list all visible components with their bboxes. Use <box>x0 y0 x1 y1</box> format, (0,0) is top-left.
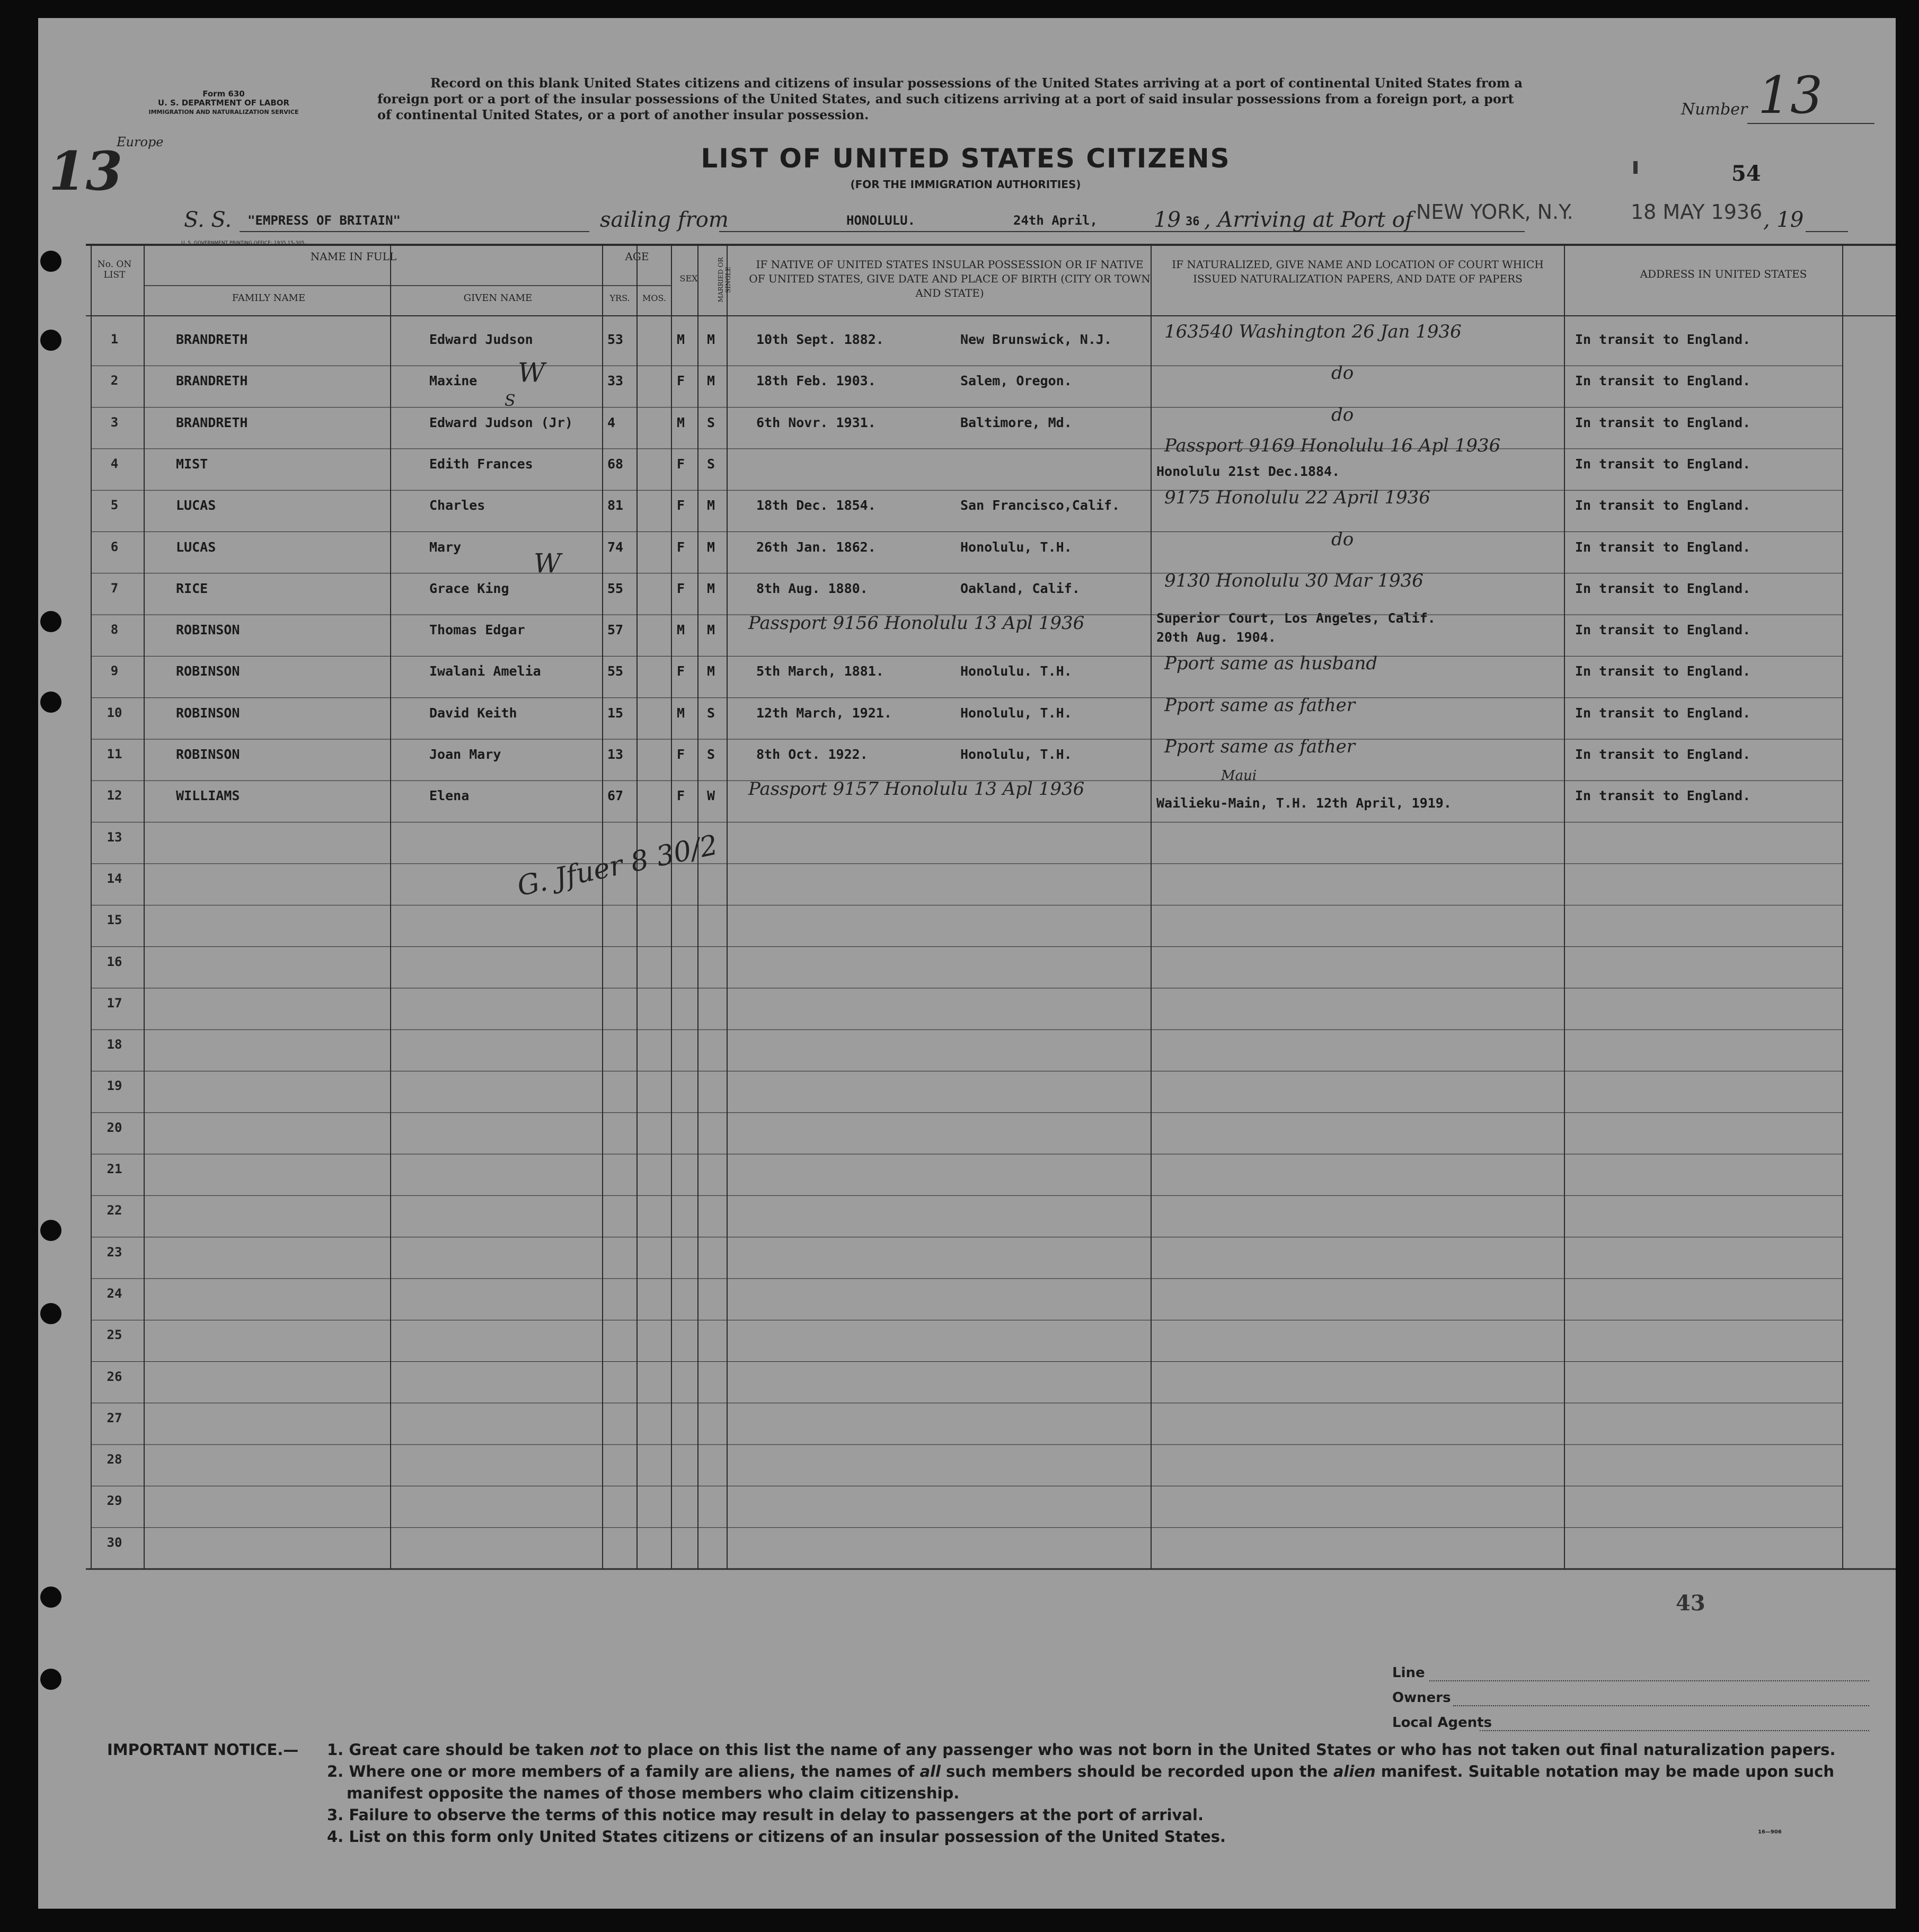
marital-status: M <box>707 498 715 513</box>
birth-place: San Francisco,Calif. <box>960 498 1120 513</box>
birth-place: Honolulu, T.H. <box>960 539 1072 555</box>
col-header-name: NAME IN FULL <box>310 250 397 263</box>
signoff-line <box>1480 1730 1869 1731</box>
margin-mark: 13 <box>49 140 123 202</box>
annotation-s: S <box>505 392 516 410</box>
address: In transit to England. <box>1575 788 1751 804</box>
marital-status: M <box>707 539 715 555</box>
row-number: 18 <box>107 1037 122 1052</box>
sex: F <box>677 539 685 555</box>
family-name: BRANDRETH <box>176 373 248 389</box>
row-number: 12 <box>107 788 122 803</box>
row-number: 8 <box>110 622 119 637</box>
row-number: 6 <box>110 539 119 554</box>
row-number: 4 <box>110 456 119 471</box>
sex: M <box>677 622 685 638</box>
ss-label: S. S. <box>184 208 232 232</box>
sex: F <box>677 456 685 472</box>
family-name: LUCAS <box>176 498 216 513</box>
naturalization-handwritten: Pport same as father <box>1164 694 1356 716</box>
notice-item-4: 4. List on this form only United States citizens or citizens of an insular possession of the United States. <box>327 1828 1226 1846</box>
department: U. S. DEPARTMENT OF LABOR <box>157 98 290 108</box>
address: In transit to England. <box>1575 539 1751 555</box>
age-years: 55 <box>607 663 624 679</box>
instruction-line: foreign port or a port of the insular possessions of the United States, and such citizens arriving at a port of said insular possessions from a foreign port, a port <box>377 91 1514 107</box>
birth-date: 6th Novr. 1931. <box>756 414 876 430</box>
col-header-sex: SEX <box>679 273 698 283</box>
sex: M <box>677 705 685 721</box>
given-name: Charles <box>429 498 485 513</box>
naturalization-handwritten: Passport 9169 Honolulu 16 Apl 1936 <box>1164 435 1501 456</box>
signoff-line <box>1429 1680 1869 1681</box>
family-name: MIST <box>176 456 208 472</box>
given-name: Mary <box>429 539 462 555</box>
age-years: 4 <box>607 414 616 430</box>
given-name: Maxine <box>429 373 477 389</box>
given-name: Edward Judson <box>429 332 533 347</box>
age-years: 13 <box>607 747 624 762</box>
annotation-w: W <box>534 548 561 579</box>
naturalization-handwritten: 9175 Honolulu 22 April 1936 <box>1164 487 1430 509</box>
age-years: 33 <box>607 373 624 389</box>
address: In transit to England. <box>1575 663 1751 679</box>
birth-place: Baltimore, Md. <box>960 414 1072 430</box>
age-years: 55 <box>607 580 624 596</box>
naturalization-typed: Honolulu 21st Dec.1884. <box>1156 463 1340 479</box>
marital-status: M <box>707 332 715 347</box>
col-header-age: AGE <box>625 250 649 263</box>
signoff-agents-label: Local Agents <box>1392 1715 1492 1731</box>
port-from: HONOLULU. <box>846 213 916 228</box>
family-name: ROBINSON <box>176 622 240 638</box>
naturalization-handwritten: 9130 Honolulu 30 Mar 1936 <box>1164 570 1423 591</box>
sex: F <box>677 373 685 389</box>
naturalization-typed: 20th Aug. 1904. <box>1156 630 1276 645</box>
family-name: WILLIAMS <box>176 788 240 804</box>
given-name: Iwalani Amelia <box>429 663 541 679</box>
sailing-label: sailing from <box>600 208 729 232</box>
family-name: ROBINSON <box>176 705 240 721</box>
arrival-date-stamp: 18 MAY 1936 <box>1631 200 1763 224</box>
naturalization-typed: Wailieku-Main, T.H. 12th April, 1919. <box>1156 795 1452 811</box>
marital-status: M <box>707 373 715 389</box>
notice-label: IMPORTANT NOTICE.— <box>107 1741 299 1759</box>
address: In transit to England. <box>1575 747 1751 762</box>
birth-handwritten: Passport 9156 Honolulu 13 Apl 1936 <box>748 613 1085 634</box>
row-number: 27 <box>107 1410 122 1425</box>
marital-status: M <box>707 580 715 596</box>
row-number: 30 <box>107 1535 122 1550</box>
marital-status: W <box>707 788 715 804</box>
sex: F <box>677 663 685 679</box>
given-name: Edith Frances <box>429 456 533 472</box>
age-years: 57 <box>607 622 624 638</box>
col-header-birth: IF NATIVE OF UNITED STATES INSULAR POSSESSION OR IF NATIVE OF UNITED STATES, GIVE DATE AND PLACE OF BIRTH (CITY OR TOWN AND STATE) <box>749 258 1151 299</box>
sex: F <box>677 788 685 804</box>
sex: F <box>677 747 685 762</box>
given-name: Thomas Edgar <box>429 622 525 638</box>
address: In transit to England. <box>1575 705 1751 721</box>
row-number: 3 <box>110 414 119 430</box>
birth-place: Honolulu, T.H. <box>960 747 1072 762</box>
signature: G. Jfuer 8 30/2 <box>514 829 721 903</box>
birth-date: 18th Feb. 1903. <box>756 373 876 389</box>
age-years: 81 <box>607 498 624 513</box>
birth-place: Honolulu, T.H. <box>960 705 1072 721</box>
address: In transit to England. <box>1575 498 1751 513</box>
page-subtitle: (FOR THE IMMIGRATION AUTHORITIES) <box>850 178 1081 191</box>
row-number: 16 <box>107 954 122 969</box>
col-header-mos: MOS. <box>642 293 666 303</box>
sex: M <box>677 414 685 430</box>
given-name: David Keith <box>429 705 517 721</box>
row-number: 13 <box>107 829 122 845</box>
service: IMMIGRATION AND NATURALIZATION SERVICE <box>148 109 299 116</box>
arrival-port: NEW YORK, N.Y. <box>1416 200 1573 224</box>
signoff-line <box>1453 1705 1869 1706</box>
birth-place: Honolulu. T.H. <box>960 663 1072 679</box>
signoff-line-label: Line <box>1392 1665 1425 1681</box>
birth-date: 26th Jan. 1862. <box>756 539 876 555</box>
annotation-w: W <box>518 357 545 388</box>
naturalization-handwritten: Pport same as father <box>1164 736 1356 757</box>
year-prefix: 19 <box>1154 208 1181 232</box>
age-years: 74 <box>607 539 624 555</box>
col-header-address: ADDRESS IN UNITED STATES <box>1640 268 1807 280</box>
row-number: 10 <box>107 705 122 720</box>
stamp-54: 54 <box>1731 161 1761 186</box>
marital-status: S <box>707 456 715 472</box>
arriving-label: , Arriving at Port of <box>1204 208 1413 232</box>
signoff-owners-label: Owners <box>1392 1690 1451 1706</box>
family-name: BRANDRETH <box>176 332 248 347</box>
number-label: Number <box>1681 100 1748 119</box>
marital-status: M <box>707 622 715 638</box>
address: In transit to England. <box>1575 580 1751 596</box>
address: In transit to England. <box>1575 332 1751 347</box>
row-number: 14 <box>107 871 122 886</box>
notice-item-3: 3. Failure to observe the terms of this notice may result in delay to passengers at the port of arrival. <box>327 1806 1204 1824</box>
row-number: 7 <box>110 580 119 596</box>
naturalization-handwritten: do <box>1331 404 1354 426</box>
form-number: Form 630 <box>202 89 245 99</box>
col-header-married: MARRIED OR SINGLE <box>717 257 732 303</box>
col-header-no: No. ON LIST <box>97 259 132 280</box>
row-number: 5 <box>110 498 119 513</box>
col-header-naturalized: IF NATURALIZED, GIVE NAME AND LOCATION OF COURT WHICH ISSUED NATURALIZATION PAPERS, AND DATE OF PAPERS <box>1172 258 1544 285</box>
sailing-date: 24th April, <box>1013 213 1098 228</box>
given-name: Joan Mary <box>429 747 501 762</box>
notice-item-1: 1. Great care should be taken not to place on this list the name of any passenger who was not born in the United States or who has not taken out final naturalization papers. <box>327 1741 1836 1759</box>
naturalization-handwritten: Pport same as husband <box>1164 653 1378 675</box>
birth-date: 8th Aug. 1880. <box>756 580 868 596</box>
row-number: 29 <box>107 1493 122 1509</box>
row-number: 24 <box>107 1286 122 1301</box>
naturalization-handwritten: Maui <box>1221 768 1257 784</box>
sex: M <box>677 332 685 347</box>
instruction-line: of continental United States, or a port of another insular possession. <box>377 107 869 122</box>
marital-status: M <box>707 663 715 679</box>
birth-place: Oakland, Calif. <box>960 580 1080 596</box>
row-number: 25 <box>107 1327 122 1343</box>
sex: F <box>677 580 685 596</box>
given-name: Edward Judson (Jr) <box>429 414 573 430</box>
row-number: 22 <box>107 1203 122 1218</box>
birth-date: 10th Sept. 1882. <box>756 332 884 347</box>
row-number: 1 <box>110 332 119 347</box>
given-name: Elena <box>429 788 470 804</box>
row-number: 26 <box>107 1369 122 1384</box>
marital-status: S <box>707 414 715 430</box>
naturalization-handwritten: 163540 Washington 26 Jan 1936 <box>1164 321 1462 342</box>
row-number: 9 <box>110 663 119 679</box>
address: In transit to England. <box>1575 622 1751 638</box>
birth-date: 5th March, 1881. <box>756 663 884 679</box>
sex: F <box>677 498 685 513</box>
address: In transit to England. <box>1575 414 1751 430</box>
footer-code: 16—906 <box>1758 1829 1782 1835</box>
birth-date: 12th March, 1921. <box>756 705 892 721</box>
row-number: 28 <box>107 1452 122 1467</box>
row-number: 11 <box>107 747 122 761</box>
row-number: 15 <box>107 912 122 928</box>
instruction-line: Record on this blank United States citizens and citizens of insular possessions of the United States arriving at a port of continental United States from a <box>430 75 1523 91</box>
birth-place: Salem, Oregon. <box>960 373 1072 389</box>
age-years: 67 <box>607 788 624 804</box>
marital-status: S <box>707 747 715 762</box>
marital-status: S <box>707 705 715 721</box>
ship-name: "EMPRESS OF BRITAIN" <box>247 213 401 228</box>
col-header-family: FAMILY NAME <box>232 293 306 304</box>
address: In transit to England. <box>1575 373 1751 389</box>
notice-item-2: 2. Where one or more members of a family are aliens, the names of all such members should be recorded upon the alien manifest. Suitable notation may be made upon such <box>327 1762 1834 1780</box>
document-page <box>38 18 1896 1909</box>
naturalization-handwritten: do <box>1331 362 1354 384</box>
naturalization-typed: Superior Court, Los Angeles, Calif. <box>1156 610 1436 626</box>
age-years: 15 <box>607 705 624 721</box>
family-name: RICE <box>176 580 208 596</box>
year2-prefix: , 19 <box>1763 208 1804 232</box>
row-number: 21 <box>107 1162 122 1176</box>
age-years: 53 <box>607 332 624 347</box>
birth-date: 8th Oct. 1922. <box>756 747 868 762</box>
notice-item-2-cont: manifest opposite the names of those members who claim citizenship. <box>347 1784 960 1802</box>
row-number: 2 <box>110 373 119 388</box>
year-suffix: 36 <box>1186 215 1200 228</box>
birth-place: New Brunswick, N.J. <box>960 332 1112 347</box>
number-value: 13 <box>1758 66 1823 125</box>
row-number: 23 <box>107 1244 122 1260</box>
given-name: Grace King <box>429 580 509 596</box>
printer-line: U. S. GOVERNMENT PRINTING OFFICE: 1935 15-305 <box>181 241 305 246</box>
stamp-43: 43 <box>1676 1591 1705 1616</box>
family-name: ROBINSON <box>176 747 240 762</box>
age-years: 68 <box>607 456 624 472</box>
family-name: LUCAS <box>176 539 216 555</box>
col-header-given: GIVEN NAME <box>463 293 533 304</box>
margin-note: Europe <box>117 135 164 149</box>
row-number: 19 <box>107 1078 122 1094</box>
page-title: LIST OF UNITED STATES CITIZENS <box>701 143 1231 174</box>
family-name: BRANDRETH <box>176 414 248 430</box>
col-header-yrs: YRS. <box>609 293 630 303</box>
row-number: 20 <box>107 1120 122 1135</box>
row-number: 17 <box>107 995 122 1011</box>
address: In transit to England. <box>1575 456 1751 472</box>
family-name: ROBINSON <box>176 663 240 679</box>
birth-handwritten: Passport 9157 Honolulu 13 Apl 1936 <box>748 778 1085 800</box>
birth-date: 18th Dec. 1854. <box>756 498 876 513</box>
naturalization-handwritten: do <box>1331 528 1354 550</box>
